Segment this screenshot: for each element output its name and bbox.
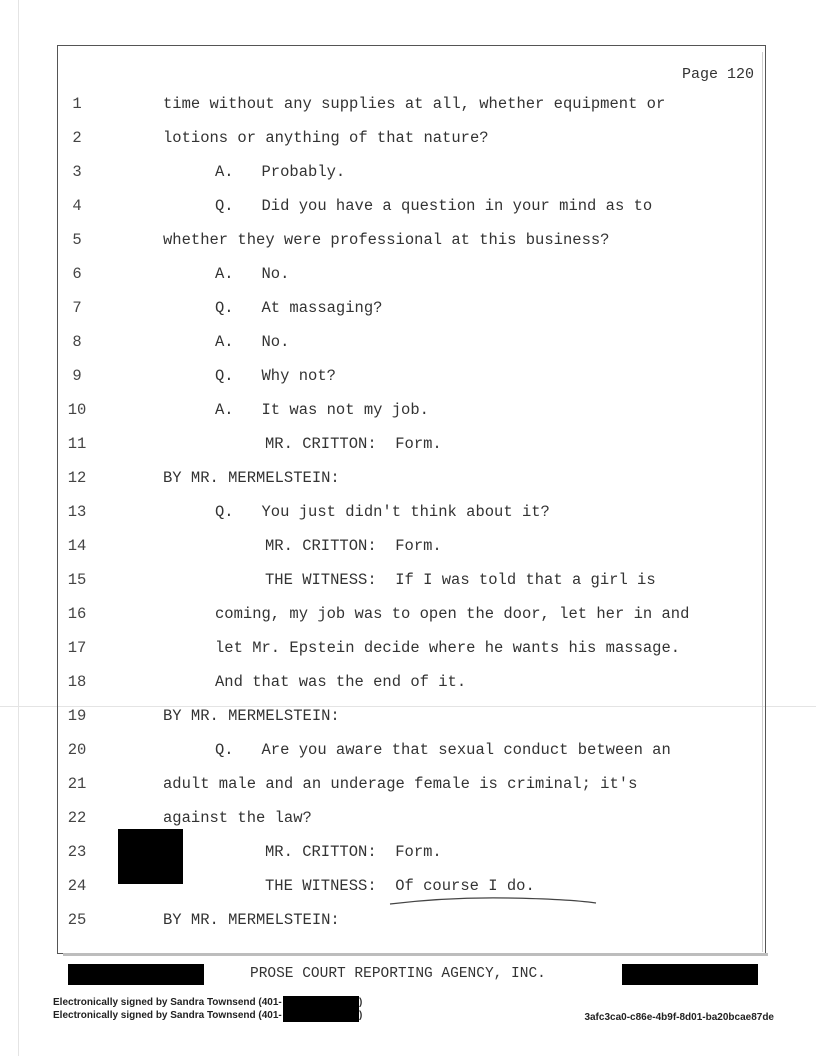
transcript-line [0, 707, 816, 727]
transcript-line [0, 231, 816, 251]
line-text: lotions or anything of that nature? [163, 129, 489, 147]
line-number: 16 [67, 605, 87, 623]
line-number: 14 [67, 537, 87, 555]
scan-margin-line [18, 0, 19, 1056]
line-number: 10 [67, 401, 87, 419]
line-text: Q. At massaging? [215, 299, 383, 317]
line-number: 3 [72, 163, 82, 181]
line-number: 20 [67, 741, 87, 759]
redaction-box [622, 964, 758, 985]
signature-line: Electronically signed by Sandra Townsend (401- [53, 1010, 282, 1021]
line-text: time without any supplies at all, whether equipment or [163, 95, 666, 113]
line-number: 24 [67, 877, 87, 895]
redaction-box [68, 964, 204, 985]
line-text: adult male and an underage female is criminal; it's [163, 775, 638, 793]
line-text: A. No. [215, 265, 290, 283]
line-text: BY MR. MERMELSTEIN: [163, 469, 340, 487]
transcript-line [0, 639, 816, 659]
line-number: 19 [67, 707, 87, 725]
transcript-line [0, 333, 816, 353]
signature-close: ) [359, 1010, 363, 1021]
line-text: A. Probably. [215, 163, 346, 181]
line-number: 5 [72, 231, 82, 249]
redaction-box [118, 829, 183, 884]
line-number: 15 [67, 571, 87, 589]
frame-shadow [63, 953, 768, 956]
transcript-line [0, 775, 816, 795]
line-text: let Mr. Epstein decide where he wants his massage. [215, 639, 681, 657]
line-number: 18 [67, 673, 87, 691]
line-text: THE WITNESS: Of course I do. [265, 877, 535, 895]
line-text: Q. Why not? [215, 367, 336, 385]
line-text: whether they were professional at this business? [163, 231, 610, 249]
transcript-line [0, 129, 816, 149]
line-text: MR. CRITTON: Form. [265, 435, 442, 453]
transcript-line [0, 469, 816, 489]
transcript-line [0, 911, 816, 931]
line-number: 12 [67, 469, 87, 487]
page-number: Page 120 [681, 66, 754, 83]
footer-agency: PROSE COURT REPORTING AGENCY, INC. [250, 966, 546, 982]
transcript-line [0, 809, 816, 829]
transcript-line [0, 265, 816, 285]
handwritten-underline [388, 894, 598, 906]
transcript-line [0, 95, 816, 115]
transcript-line [0, 197, 816, 217]
line-number: 13 [67, 503, 87, 521]
line-text: THE WITNESS: If I was told that a girl is [265, 571, 656, 589]
line-number: 1 [72, 95, 82, 113]
line-number: 21 [67, 775, 87, 793]
transcript-line [0, 401, 816, 421]
line-text: BY MR. MERMELSTEIN: [163, 911, 340, 929]
transcript-line [0, 435, 816, 455]
line-number: 25 [67, 911, 87, 929]
line-number: 23 [67, 843, 87, 861]
line-number: 8 [72, 333, 82, 351]
signature-line: Electronically signed by Sandra Townsend (401- [53, 997, 282, 1008]
document-hash: 3afc3ca0-c86e-4b9f-8d01-ba20bcae87de [584, 1012, 774, 1023]
line-text: against the law? [163, 809, 312, 827]
transcript-line [0, 605, 816, 625]
line-text: Q. Did you have a question in your mind as to [215, 197, 653, 215]
transcript-line [0, 299, 816, 319]
line-text: Q. Are you aware that sexual conduct between an [215, 741, 671, 759]
line-text: MR. CRITTON: Form. [265, 843, 442, 861]
line-text: And that was the end of it. [215, 673, 467, 691]
transcript-line [0, 741, 816, 761]
line-text: A. It was not my job. [215, 401, 429, 419]
transcript-line [0, 503, 816, 523]
line-number: 22 [67, 809, 87, 827]
line-number: 9 [72, 367, 82, 385]
transcript-line [0, 367, 816, 387]
line-text: MR. CRITTON: Form. [265, 537, 442, 555]
transcript-line [0, 673, 816, 693]
signature-close: ) [359, 997, 363, 1008]
transcript-line [0, 163, 816, 183]
transcript-line [0, 537, 816, 557]
transcript-line [0, 571, 816, 591]
line-text: coming, my job was to open the door, let her in and [215, 605, 690, 623]
line-number: 7 [72, 299, 82, 317]
line-text: Q. You just didn't think about it? [215, 503, 550, 521]
line-number: 11 [67, 435, 87, 453]
line-number: 4 [72, 197, 82, 215]
line-number: 2 [72, 129, 82, 147]
line-number: 17 [67, 639, 87, 657]
line-text: BY MR. MERMELSTEIN: [163, 707, 340, 725]
redaction-box [283, 996, 359, 1022]
line-number: 6 [72, 265, 82, 283]
line-text: A. No. [215, 333, 290, 351]
